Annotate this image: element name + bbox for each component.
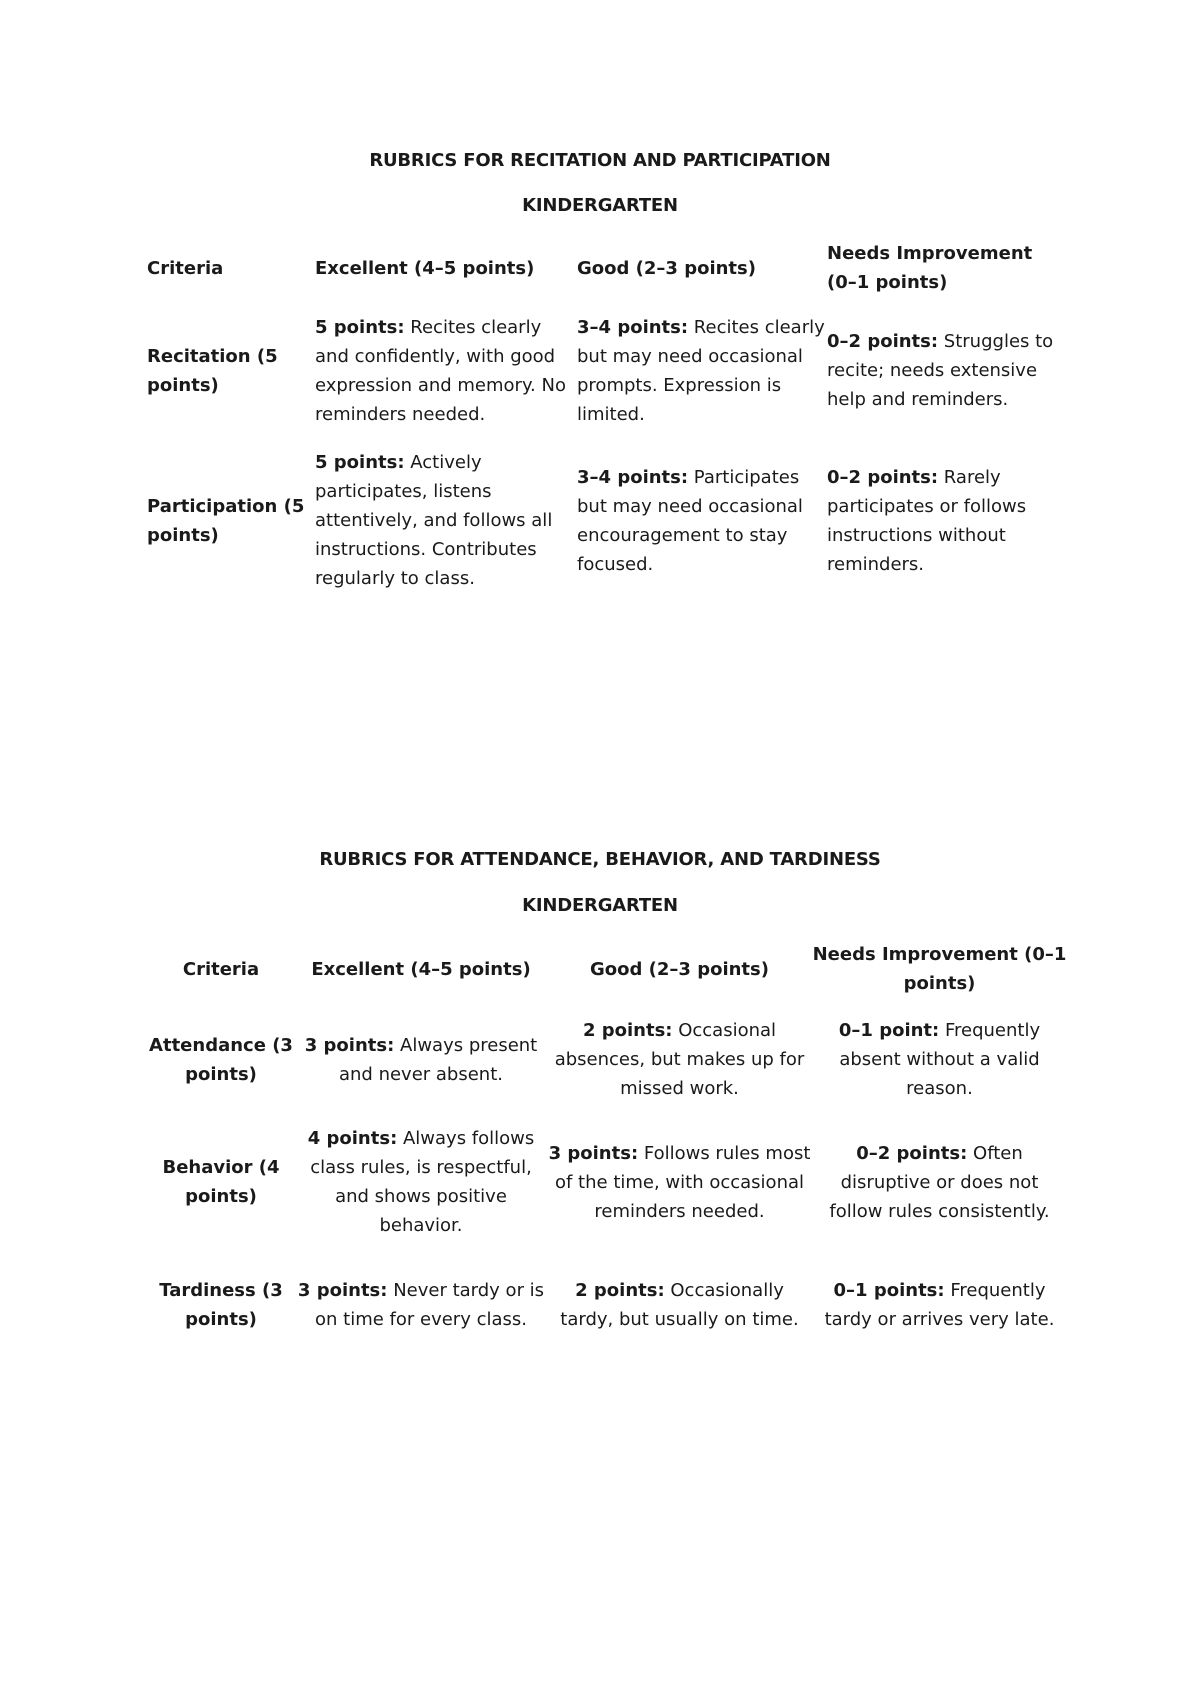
- header-excellent: Excellent (4–5 points): [311, 958, 531, 980]
- score-label: 3 points:: [304, 1034, 395, 1056]
- criteria-recitation: Recitation (5 points): [147, 345, 278, 396]
- rubric-table-attendance-behavior-tardiness: [147, 932, 1067, 1358]
- table-row: [147, 1251, 1067, 1358]
- cell-needs-improvement: [812, 1006, 1067, 1113]
- criteria-participation: Participation (5 points): [147, 495, 305, 546]
- table-row: [147, 438, 1067, 603]
- table-header-row: [147, 233, 1067, 303]
- cell-text: Occasionally tardy, but usually on time.: [560, 1279, 799, 1330]
- cell-text: Follows rules most of the time, with occasional reminders needed.: [554, 1142, 811, 1222]
- section2-subtitle: KINDERGARTEN: [522, 895, 678, 916]
- cell-text: Often disruptive or does not follow rules consistently.: [829, 1142, 1050, 1222]
- section2-title: RUBRICS FOR ATTENDANCE, BEHAVIOR, AND TARDINESS: [319, 849, 881, 870]
- cell-needs-improvement: [812, 1113, 1067, 1251]
- table-row: [147, 303, 1067, 438]
- score-label: 0–1 points:: [833, 1279, 945, 1301]
- section1-title: RUBRICS FOR RECITATION AND PARTICIPATION: [369, 150, 831, 171]
- cell-excellent: [315, 438, 577, 603]
- score-label: 5 points:: [315, 316, 405, 338]
- score-label: 0–1 point:: [838, 1020, 940, 1041]
- criteria-tardiness: Tardiness (3 points): [159, 1279, 283, 1330]
- header-criteria: Criteria: [182, 958, 260, 980]
- score-label: 0–2 points:: [827, 331, 939, 352]
- cell-text: Actively participates, listens attentively, and follows all instructions. Contributes regularly to class.: [315, 452, 553, 589]
- cell-good: [577, 438, 827, 603]
- cell-text: Always present and never absent.: [338, 1034, 538, 1085]
- score-label: 5 points:: [315, 452, 405, 473]
- header-needs-improvement: Needs Improvement (0–1 points): [812, 944, 1067, 994]
- cell-text: Struggles to recite; needs extensive help and reminders.: [827, 331, 1054, 410]
- cell-text: Never tardy or is on time for every class.: [315, 1279, 545, 1330]
- table-row: [147, 1113, 1067, 1251]
- header-needs-improvement: Needs Improvement (0–1 points): [827, 243, 1033, 293]
- criteria-behavior: Behavior (4 points): [162, 1157, 280, 1207]
- cell-text: Frequently tardy or arrives very late.: [824, 1279, 1055, 1330]
- cell-excellent: [295, 1251, 547, 1358]
- cell-needs-improvement: [827, 438, 1067, 603]
- cell-text: Participates but may need occasional encouragement to stay focused.: [577, 466, 803, 575]
- cell-text: Recites clearly and confidently, with good expression and memory. No reminders needed.: [315, 316, 566, 425]
- score-label: 2 points:: [575, 1279, 665, 1301]
- cell-excellent: [295, 1113, 547, 1251]
- header-criteria: Criteria: [147, 257, 224, 279]
- cell-text: Always follows class rules, is respectful, and shows positive behavior.: [310, 1128, 535, 1236]
- score-label: 3 points:: [548, 1142, 639, 1164]
- score-label: 0–2 points:: [827, 466, 939, 488]
- cell-text: Frequently absent without a valid reason.: [839, 1020, 1041, 1099]
- cell-text: Occasional absences, but makes up for missed work.: [554, 1020, 805, 1099]
- header-excellent: Excellent (4–5 points): [315, 257, 535, 279]
- cell-good: [547, 1113, 812, 1251]
- cell-excellent: [295, 1006, 547, 1113]
- section1-subtitle: KINDERGARTEN: [522, 195, 678, 216]
- score-label: 3–4 points:: [577, 466, 689, 488]
- score-label: 2 points:: [582, 1020, 673, 1041]
- cell-good: [547, 1251, 812, 1358]
- cell-good: [577, 303, 827, 438]
- cell-needs-improvement: [812, 1251, 1067, 1358]
- rubric-table-recitation-participation: [147, 233, 1067, 603]
- cell-good: [547, 1006, 812, 1113]
- score-label: 4 points:: [307, 1128, 398, 1149]
- cell-text: Rarely participates or follows instructions without reminders.: [827, 466, 1027, 575]
- cell-text: Recites clearly but may need occasional prompts. Expression is limited.: [577, 316, 825, 425]
- header-good: Good (2–3 points): [577, 257, 756, 279]
- criteria-attendance: Attendance (3 points): [149, 1034, 293, 1085]
- header-good: Good (2–3 points): [590, 958, 769, 980]
- cell-excellent: [315, 303, 577, 438]
- table-row: [147, 1006, 1067, 1113]
- score-label: 3–4 points:: [577, 316, 689, 338]
- score-label: 3 points:: [297, 1279, 388, 1301]
- table-header-row: [147, 932, 1067, 1006]
- score-label: 0–2 points:: [856, 1142, 968, 1164]
- cell-needs-improvement: [827, 303, 1067, 438]
